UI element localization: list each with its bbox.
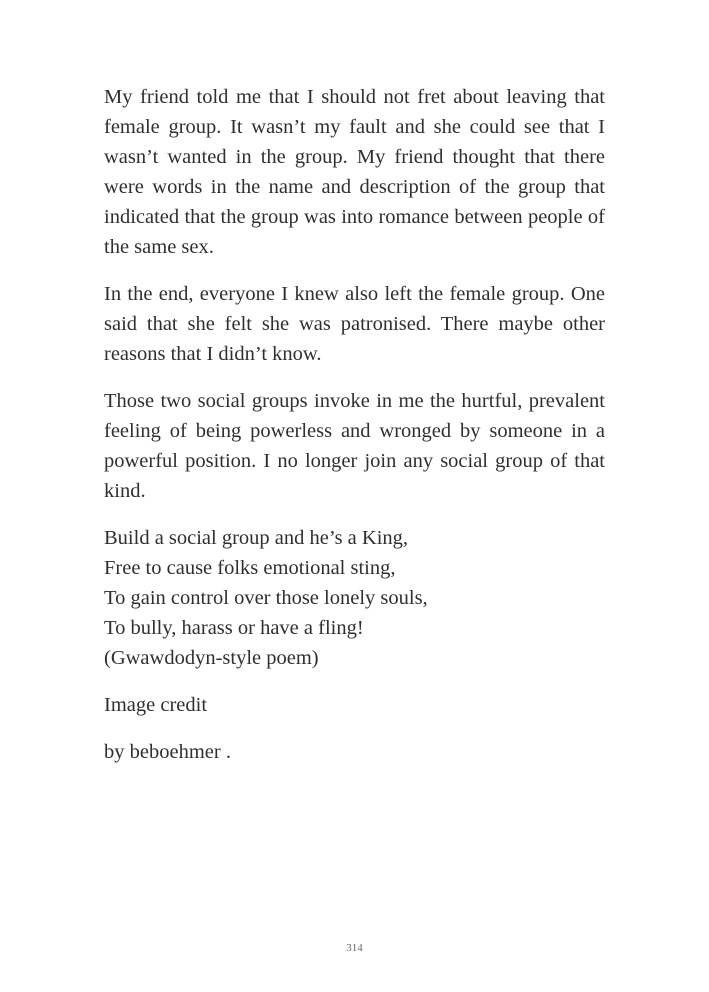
body-paragraph: My friend told me that I should not fret about leaving that female group. It wasn’t my fault and she could see that I wasn’t wanted in the group. My friend thought that there were words in the name and description of the group that indicated that the group was into romance between people of the same sex.	[104, 86, 605, 258]
image-credit-author: by beboehmer .	[104, 741, 231, 763]
poem-line: To bully, harass or have a fling!	[104, 617, 364, 639]
poem	[104, 523, 605, 673]
poem-line: To gain control over those lonely souls,	[104, 587, 428, 609]
body-paragraph: Those two social groups invoke in me the hurtful, prevalent feeling of being powerless and wronged by someone in a powerful position. I no longer join any social group of that kind.	[104, 390, 605, 502]
poem-line: Build a social group and he’s a King,	[104, 527, 409, 549]
poem-line: Free to cause folks emotional sting,	[104, 557, 396, 579]
page-content	[104, 82, 605, 784]
page-number: 314	[346, 942, 363, 954]
body-paragraph: In the end, everyone I knew also left the female group. One said that she felt she was patronised. There maybe other reasons that I didn’t know.	[104, 283, 605, 365]
image-credit-label: Image credit	[104, 694, 208, 716]
poem-style-note: (Gwawdodyn-style poem)	[104, 647, 319, 669]
